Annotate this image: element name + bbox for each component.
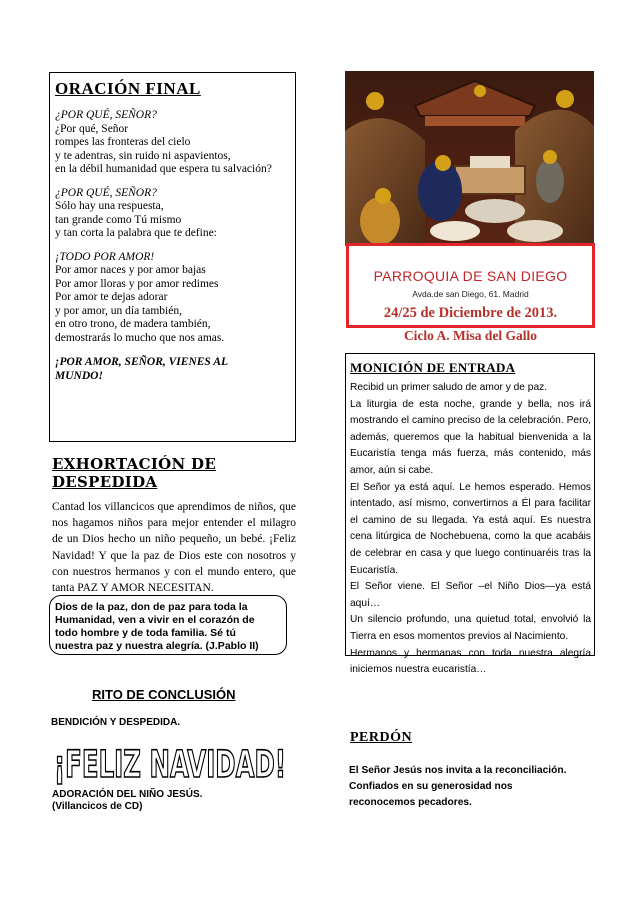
- parroquia-name: PARROQUIA DE SAN DIEGO: [373, 268, 568, 284]
- stanza-line: y por amor, un día también,: [55, 304, 182, 317]
- oracion-closing-line: ¡POR AMOR, SEÑOR, VIENES AL: [55, 356, 228, 368]
- adoracion-block: [52, 789, 202, 813]
- monicion-paragraph: El Señor viene. El Señor –el Niño Dios—ya está aquí…: [350, 581, 591, 609]
- villancicos-note: (Villancicos de CD): [52, 801, 143, 812]
- stanza-line: Sólo hay una respuesta,: [55, 200, 164, 212]
- oracion-final-box: [49, 72, 296, 442]
- stanza-line: ¿Por qué, Señor: [55, 122, 129, 135]
- stanza-line: tan grande como Tú mismo: [55, 213, 182, 226]
- ciclo-label: Ciclo A. Misa del Gallo: [403, 328, 538, 343]
- exhortacion-title: EXHORTACIÓN DE DESPEDIDA: [52, 455, 217, 491]
- monicion-paragraph: El Señor ya está aquí. Le hemos esperado. Hemos intentado, así mismo, convertirnos a Él para facilitar el camino de su llegada. Ya está aquí. Es nuestra cena litúrgica de Nochebuena, como la que acabáis de celebrar en casa y que luego continuaréis tras la Eucaristía.: [350, 481, 591, 576]
- perdon-line: El Señor Jesús nos invita a la reconciliación.: [349, 765, 567, 776]
- feliz-navidad-text: ¡FELIZ NAVIDAD!: [54, 743, 286, 786]
- stanza-line: y te adentras, sin ruido ni aspavientos,: [55, 149, 231, 162]
- monicion-title: MONICIÓN DE ENTRADA: [350, 360, 516, 375]
- oracion-title: ORACIÓN FINAL: [55, 79, 201, 98]
- stanza-line: Por amor lloras y por amor redimes: [55, 277, 219, 290]
- stanza-line: demostrarás lo mucho que nos amas.: [55, 331, 225, 344]
- dios-line: Humanidad, ven a vivir en el corazón de: [55, 614, 255, 626]
- monicion-paragraph: Hermanos y hermanas con toda nuestra alegría iniciemos nuestra eucaristía…: [350, 647, 591, 676]
- oracion-stanza-1: [55, 109, 291, 177]
- perdon-text: [349, 763, 594, 811]
- bendicion-label: BENDICIÓN Y DESPEDIDA.: [51, 717, 181, 728]
- adoracion-label: ADORACIÓN DEL NIÑO JESÚS.: [52, 789, 203, 800]
- dios-de-la-paz-box: [49, 595, 287, 655]
- stanza-heading: ¿POR QUÉ, SEÑOR?: [55, 186, 157, 199]
- monicion-paragraph: Un silencio profundo, una quietud total, envolvió la Tierra en esos momentos previos al Nacimiento.: [350, 614, 591, 642]
- stanza-line: rompes las fronteras del cielo: [55, 136, 191, 148]
- stanza-heading: ¿POR QUÉ, SEÑOR?: [55, 109, 157, 121]
- stanza-line: y tan corta la palabra que te define:: [55, 227, 217, 239]
- stanza-line: Por amor te dejas adorar: [55, 291, 168, 303]
- exhortacion-text: Cantad los villancicos que aprendimos de niños, que nos hagamos niños para mejor entender el milagro de un Dios hecho un niño pequeño, un bebé. ¡Feliz Navidad! Y que la paz de Dios este con nosotros y con nuestros hermanos y con el mundo entero, que tanta PAZ Y AMOR NECESITAN.: [52, 501, 296, 595]
- oracion-stanza-2: [55, 187, 291, 241]
- perdon-line: Confiados en su generosidad nos: [349, 781, 513, 792]
- dios-line: todo hombre y de toda familia. Sé tú: [55, 627, 236, 639]
- monicion-paragraph: Recibid un primer saludo de amor y de paz.: [350, 382, 548, 393]
- stanza-heading: ¡TODO POR AMOR!: [55, 250, 155, 263]
- oracion-closing-line: MUNDO!: [55, 370, 103, 382]
- dios-line: Dios de la paz, don de paz para toda la: [55, 601, 248, 613]
- monicion-box: [345, 353, 595, 676]
- monicion-paragraph: La liturgia de esta noche, grande y bella, nos irá mostrando el camino preciso de la celebración. Pero, además, queremos que la habitual bienvenida a la Eucaristía tenga más fuerza, más contenido, más amor, aún si cabe.: [350, 398, 591, 476]
- celebration-date: 24/25 de Diciembre de 2013.: [383, 305, 558, 321]
- perdon-line: reconocemos pecadores.: [349, 797, 472, 808]
- dios-line: nuestra paz y nuestra alegría. (J.Pablo II): [55, 640, 259, 652]
- parroquia-header-box: [346, 243, 595, 328]
- stanza-line: en otro trono, de madera también,: [55, 318, 211, 330]
- perdon-title: PERDÓN: [350, 730, 413, 745]
- parroquia-address: Avda.de san Diego, 61. Madrid: [412, 289, 529, 299]
- rito-title: RITO DE CONCLUSIÓN: [92, 687, 236, 702]
- stanza-line: en la débil humanidad que espera tu salvación?: [55, 163, 272, 175]
- oracion-stanza-3: [55, 251, 291, 346]
- exhortacion-section: [52, 455, 296, 596]
- nativity-painting: [345, 71, 594, 246]
- feliz-navidad-wordart: [52, 735, 288, 787]
- stanza-line: Por amor naces y por amor bajas: [55, 264, 206, 276]
